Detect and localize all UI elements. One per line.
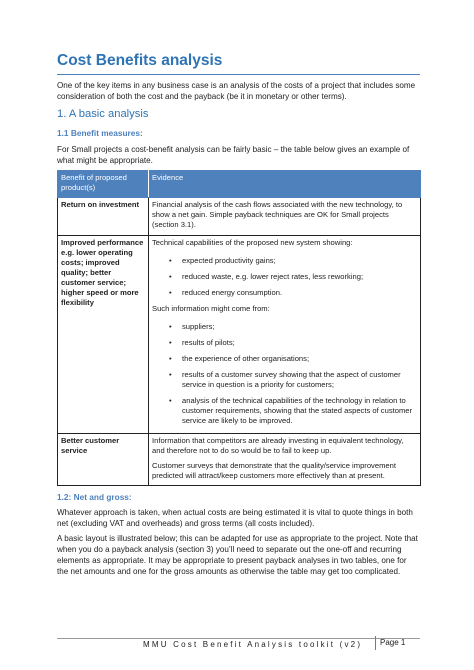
list-item <box>169 396 417 426</box>
evidence-paragraph: Information that competitors are already investing in equivalent technology, and therefore not to do so would be to fail to keep up. <box>152 436 404 455</box>
bullet-icon: • <box>169 322 172 331</box>
table-row <box>58 236 421 434</box>
list-item <box>169 288 417 298</box>
table-header-benefit: Benefit of proposed product(s) <box>58 171 149 198</box>
list-item <box>169 272 417 282</box>
page-footer <box>57 638 420 652</box>
list-item-text: analysis of the technical capabilities of the technology in relation to customer requirements, showing that the stated aspects of customer service are likely to be improved. <box>182 396 413 425</box>
table-row <box>58 434 421 486</box>
page-title: Cost Benefits analysis <box>57 52 420 75</box>
footer-divider <box>57 638 420 639</box>
benefit-cell: Improved performance e.g. lower operating costs; improved quality; better customer service; higher speed or more flexibility <box>58 236 149 434</box>
bullet-icon: • <box>169 354 172 363</box>
list-item-text: results of a customer survey showing that the aspect of customer service in question is a priority for customers; <box>182 370 401 389</box>
subsection-heading-1-2: 1.2: Net and gross: <box>57 492 132 502</box>
list-item-text: results of pilots; <box>182 338 235 347</box>
bullet-icon: • <box>169 272 172 281</box>
section-heading-1: 1. A basic analysis <box>57 108 149 120</box>
evidence-mid: Such information might come from: <box>152 304 270 313</box>
list-item-text: suppliers; <box>182 322 215 331</box>
list-item <box>169 370 417 390</box>
footer-title: MMU Cost Benefit Analysis toolkit (v2) <box>143 640 363 649</box>
table-header-row <box>58 171 421 198</box>
table-row <box>58 198 421 236</box>
page-number: Page 1 <box>375 636 420 650</box>
evidence-intro: Technical capabilities of the proposed new system showing: <box>152 238 353 247</box>
evidence-bullet-list-2 <box>152 322 417 426</box>
bullet-icon: • <box>169 256 172 265</box>
list-item <box>169 322 417 332</box>
evidence-cell <box>149 236 421 434</box>
evidence-bullet-list-1 <box>152 256 417 298</box>
benefit-cell: Better customer service <box>58 434 149 486</box>
evidence-paragraph: Customer surveys that demonstrate that the quality/service improvement predicted will attract/keep customers more effectively than at present. <box>152 461 396 480</box>
bullet-icon: • <box>169 396 172 405</box>
section-1-1-paragraph: For Small projects a cost-benefit analysis can be fairly basic – the table below gives an example of what might be appropriate. <box>57 145 410 165</box>
list-item <box>169 338 417 348</box>
benefit-cell: Return on investment <box>58 198 149 236</box>
list-item-text: the experience of other organisations; <box>182 354 310 363</box>
section-1-2-paragraph-1: Whatever approach is taken, when actual costs are being estimated it is vital to quote things in both net (excluding VAT and overheads) and gross terms (all costs included). <box>57 508 413 528</box>
evidence-cell <box>149 198 421 236</box>
bullet-icon: • <box>169 370 172 379</box>
list-item <box>169 256 417 266</box>
subsection-heading-1-1: 1.1 Benefit measures: <box>57 128 143 138</box>
section-1-2-paragraph-2: A basic layout is illustrated below; this can be adapted for use as appropriate to the project. Note that when you do a payback analysis (section 3) you’ll need to separate out the one-off and recurring elements as appropriate. It may be appropriate to present payback analyses in two tables, one for the net amounts and one for the gross amounts as otherwise the table may get too complicated. <box>57 534 418 576</box>
bullet-icon: • <box>169 288 172 297</box>
benefits-table <box>57 170 421 486</box>
bullet-icon: • <box>169 338 172 347</box>
list-item-text: reduced energy consumption. <box>182 288 283 297</box>
evidence-text: Financial analysis of the cash flows associated with the new technology, to show a net gain. Simple payback techniques are OK for Small projects (section 3.1). <box>152 200 403 229</box>
evidence-cell <box>149 434 421 486</box>
list-item-text: expected productivity gains; <box>182 256 276 265</box>
intro-paragraph: One of the key items in any business case is an analysis of the costs of a project that includes some consideration of both the cost and the payback (be it in monetary or other terms). <box>57 81 416 101</box>
list-item <box>169 354 417 364</box>
list-item-text: reduced waste, e.g. lower reject rates, less reworking; <box>182 272 364 281</box>
table-header-evidence: Evidence <box>149 171 421 198</box>
